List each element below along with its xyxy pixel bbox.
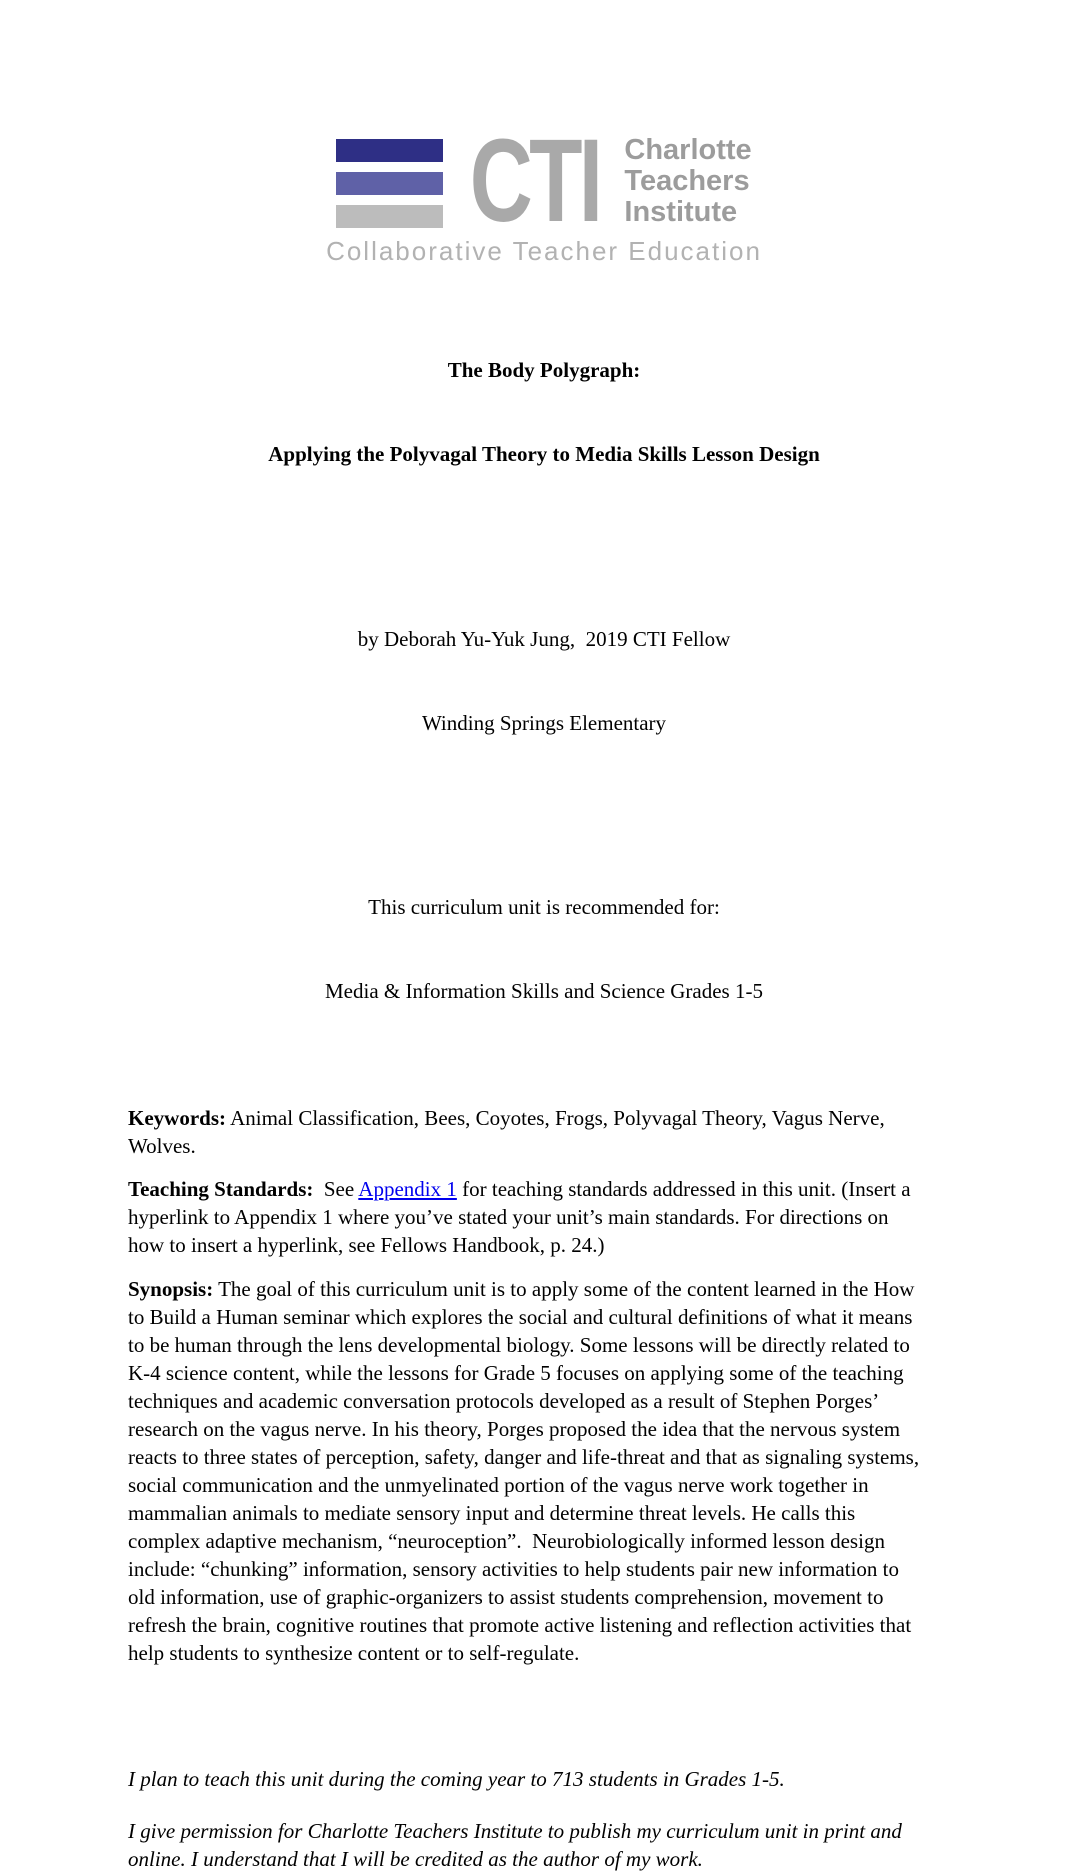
- logo-bar-bottom: [336, 205, 443, 228]
- teach-plan-statement: I plan to teach this unit during the coming year to 713 students in Grades 1-5.: [128, 1767, 785, 1791]
- logo-tagline: Collaborative Teacher Education: [326, 236, 762, 266]
- unit-title: [0, 300, 1088, 524]
- recommendation-line-1: This curriculum unit is recommended for:: [368, 895, 720, 919]
- recommendation: [0, 837, 1088, 1061]
- unit-title-line-2: Applying the Polyvagal Theory to Media Skills Lesson Design: [268, 442, 820, 466]
- synopsis-label: Synopsis:: [128, 1277, 214, 1301]
- synopsis-paragraph: [128, 1275, 925, 1667]
- logo-cti-text: CTI: [470, 115, 600, 247]
- logo-org-line-2: Teachers: [624, 165, 750, 197]
- logo-org-name: [624, 135, 751, 228]
- cti-logo: [0, 0, 1088, 267]
- synopsis-text: The goal of this curriculum unit is to apply some of the content learned in the How to Build a Human seminar which explores the social and cultural definitions of what it means to be human through the lens developmental biology. Some lessons will be directly related to K-4 science content, while the lessons for Grade 5 focuses on applying some of the teaching techniques and academic conversation protocols developed as a result of Stephen Porges’ research on the vagus nerve. In his theory, Porges proposed the idea that the nervous system reacts to three states of perception, safety, danger and life-threat and that as signaling systems, social communication and the unmyelinated portion of the vagus nerve work together in mammalian animals to mediate sensory input and determine threat levels. He calls this complex adaptive mechanism, “neuroception”. Neurobiologically informed lesson design include: “chunking” information, sensory activities to help students pair new information to old information, use of graphic-organizers to assist students comprehension, movement to refresh the brain, cognitive routines that promote active listening and reflection activities that help students to synthesize content or to self-regulate.: [128, 1277, 925, 1665]
- author-line: by Deborah Yu-Yuk Jung, 2019 CTI Fellow: [357, 627, 731, 651]
- school-line: Winding Springs Elementary: [421, 711, 667, 735]
- unit-title-line-1: The Body Polygraph:: [447, 358, 641, 382]
- cti-logo-row: [336, 115, 752, 247]
- appendix-1-link[interactable]: Appendix 1: [358, 1177, 457, 1201]
- recommendation-line-2: Media & Information Skills and Science Grades 1-5: [325, 979, 763, 1003]
- byline: [0, 569, 1088, 793]
- logo-bar-middle: [336, 172, 443, 195]
- keywords-text: Animal Classification, Bees, Coyotes, Frogs, Polyvagal Theory, Vagus Nerve, Wolves.: [128, 1106, 890, 1158]
- teaching-standards-label: Teaching Standards:: [128, 1177, 314, 1201]
- teaching-standards-pre-link: See: [313, 1177, 359, 1201]
- permission-statement: I give permission for Charlotte Teachers Institute to publish my curriculum unit in print and online. I understand that I will be credited as the author of my work.: [128, 1819, 908, 1871]
- logo-cti-wrap: [470, 115, 600, 247]
- teaching-standards-post-link: for teaching standards addressed in this unit. (Insert a hyperlink to Appendix 1 where you’ve stated your unit’s main standards. For directions on how to insert a hyperlink, see Fellows Handbook, p. 24.): [128, 1177, 916, 1257]
- logo-org-line-3: Institute: [624, 196, 738, 228]
- logo-org-line-1: Charlotte: [624, 134, 752, 166]
- keywords-label: Keywords:: [128, 1106, 226, 1130]
- keywords-paragraph: [128, 1104, 922, 1160]
- logo-bars-icon: [336, 139, 443, 228]
- logo-bar-top: [336, 139, 443, 162]
- teaching-standards-paragraph: [128, 1175, 922, 1259]
